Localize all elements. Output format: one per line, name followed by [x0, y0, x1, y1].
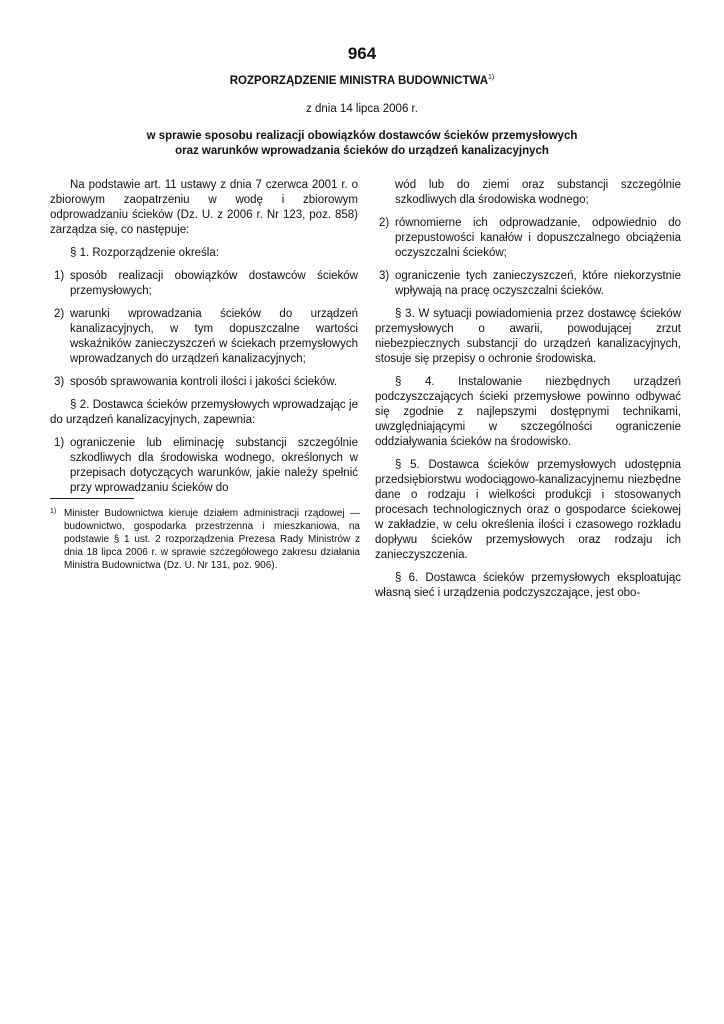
list-item [375, 216, 681, 261]
list-item-text: ograniczenie tych zanieczyszczeń, które niekorzystnie wpływają na pracę oczyszczalni ścieków. [395, 270, 681, 297]
list-item-text: wód lub do ziemi oraz substancji szczególnie szkodliwych dla środowiska wodnego; [395, 179, 681, 206]
list-item-text: równomierne ich odprowadzanie, odpowiednio do przepustowości kanałów i dopuszczalnego obciążenia oczyszczalni ścieków; [395, 217, 681, 259]
list-item [375, 269, 681, 299]
section-5-paragraph: § 5. Dostawca ścieków przemysłowych udostępnia przedsiębiorstwu wodociągowo-kanalizacyjnemu niezbędne dane o rodzaju i wielkości produkcji i stosowanych procesach technologicznych oraz o gospodarce ściekowej w zakładzie, w celu określenia ilości i czasowego rozkładu dopływu ścieków przemysłowych oraz rodzaju ich zanieczyszczenia. [375, 459, 681, 561]
list-item-text: sposób sprawowania kontroli ilości i jakości ścieków. [70, 376, 338, 388]
intro-paragraph: Na podstawie art. 11 ustawy z dnia 7 czerwca 2001 r. o zbiorowym zaopatrzeniu w wodę i zbiorowym odprowadzaniu ścieków (Dz. U. z 2006 r. Nr 123, poz. 858) zarządza się, co następuje: [50, 179, 358, 236]
list-item-text: ograniczenie lub eliminację substancji szczególnie szkodliwych dla środowiska wodnego, określonych w przepisach dotyczących warunków, jakie należy spełnić przy wprowadzaniu ścieków do [70, 437, 358, 494]
list-item [50, 436, 358, 496]
list-item-number: 2) [379, 217, 390, 229]
list-item-number: 1) [54, 437, 65, 449]
list-item [50, 307, 358, 367]
document-subject [0, 129, 724, 159]
left-column [50, 178, 358, 504]
list-item [50, 269, 358, 299]
section-6-paragraph: § 6. Dostawca ścieków przemysłowych eksploatując własną sieć i urządzenia podczyszczające, jest obo- [375, 572, 681, 599]
list-item-number: 3) [379, 270, 390, 282]
right-column [375, 178, 681, 609]
document-date: z dnia 14 lipca 2006 r. [306, 103, 418, 115]
list-item-number: 1) [54, 270, 65, 282]
list-item-number: 3) [54, 376, 65, 388]
section-2-paragraph: § 2. Dostawca ścieków przemysłowych wprowadzając je do urządzeń kanalizacyjnych, zapewnia: [50, 399, 358, 426]
title-text: ROZPORZĄDZENIE MINISTRA BUDOWNICTWA [229, 75, 489, 87]
list-item-continuation [375, 178, 681, 208]
document-title [0, 74, 724, 87]
footnote-mark: 1) [50, 508, 57, 515]
section-4-paragraph: § 4. Instalowanie niezbędnych urządzeń podczyszczających ścieki przemysłowe powinno odbywać się zgodnie z najlepszymi dostępnymi technikami, uwzględniającymi w szczególności ograniczenie oddziaływania ścieków na środowisko. [375, 376, 681, 448]
list-item [50, 375, 358, 390]
list-item-number: 2) [54, 308, 65, 320]
footnote [50, 507, 360, 572]
section-1-heading: § 1. Rozporządzenie określa: [70, 247, 219, 259]
page-number: 964 [347, 44, 377, 63]
subject-line-1: w sprawie sposobu realizacji obowiązków dostawców ścieków przemysłowych [146, 130, 578, 142]
list-item-text: warunki wprowadzania ścieków do urządzeń kanalizacyjnych, w tym dopuszczalne wartości wskaźników zanieczyszczeń w ściekach przemysłowych wprowadzanych do urządzeń kanalizacyjnych; [70, 308, 358, 365]
list-item-text: sposób realizacji obowiązków dostawców ścieków przemysłowych; [70, 270, 358, 297]
title-footnote-mark: 1) [488, 74, 495, 81]
footnote-text: Minister Budownictwa kieruje działem administracji rządowej — budownictwo, gospodarka przestrzenna i mieszkaniowa, na podstawie § 1 ust. 2 rozporządzenia Prezesa Rady Ministrów z dnia 18 lipca 2006 r. w sprawie szczegółowego zakresu działania Ministra Budownictwa (Dz. U. Nr 131, poz. 906). [64, 508, 360, 571]
subject-line-2: oraz warunków wprowadzania ścieków do urządzeń kanalizacyjnych [175, 145, 549, 157]
section-3-paragraph: § 3. W sytuacji powiadomienia przez dostawcę ścieków przemysłowych o awarii, powodującej zrzut niebezpiecznych substancji do urządzeń kanalizacyjnych, stosuje się przepisy o ochronie środowiska. [375, 308, 681, 365]
footnote-divider [50, 498, 134, 499]
